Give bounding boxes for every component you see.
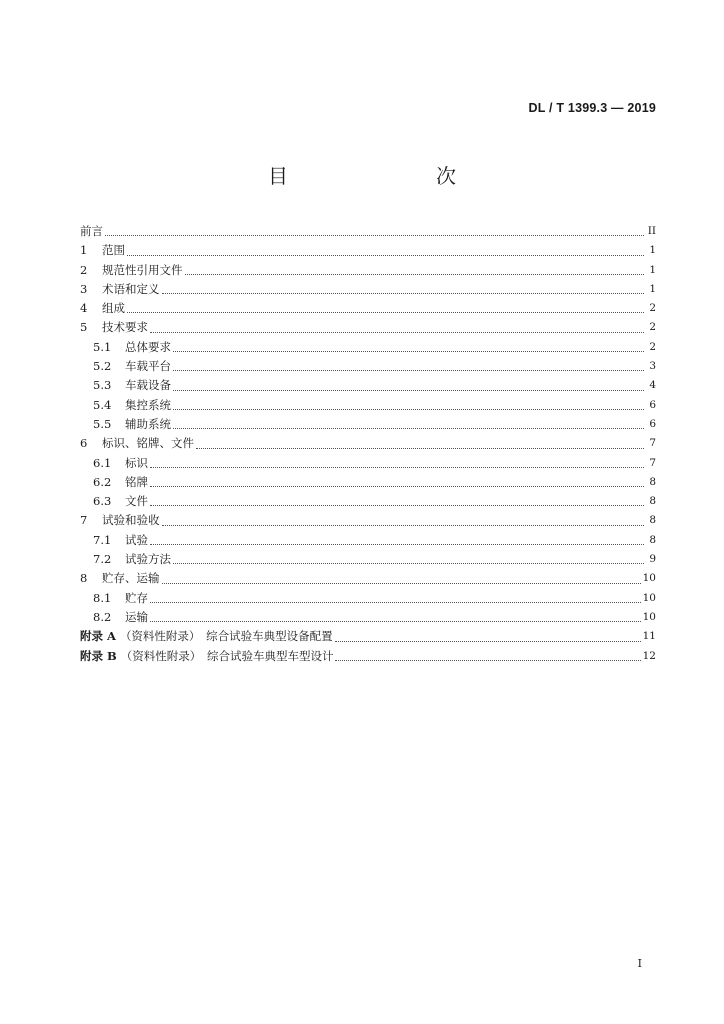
toc-entry-label: 运输 [125, 609, 148, 624]
toc-entry-number: 5.2 [93, 359, 112, 374]
toc-entry-number: 4 [80, 301, 88, 316]
standard-code: DL / T 1399.3 — 2019 [528, 101, 656, 115]
toc-leader-dots [196, 447, 644, 449]
toc-entry[interactable] [80, 531, 656, 550]
toc-entry-page: 8 [649, 514, 656, 527]
toc-leader-dots [150, 485, 644, 487]
toc-entry-number: 1 [80, 243, 88, 258]
toc-entry-label: 术语和定义 [102, 281, 160, 296]
toc-leader-dots [173, 389, 644, 391]
toc-entry-page: 1 [649, 263, 656, 276]
toc-entry-page: 8 [649, 475, 656, 488]
toc-entry[interactable] [80, 318, 656, 337]
toc-leader-dots [162, 524, 645, 526]
toc-entry-page: 10 [642, 572, 656, 585]
toc-entry[interactable] [80, 415, 656, 434]
toc-entry-label: 集控系统 [125, 397, 171, 412]
toc-entry-page: 1 [649, 244, 656, 257]
toc-entry-number: 7.1 [93, 532, 112, 547]
toc-entry-number: 附录 B [80, 648, 117, 663]
toc-entry-label: 铭牌 [125, 474, 148, 489]
toc-entry-number: 6.2 [93, 474, 112, 489]
toc-entry-label: 试验和验收 [102, 513, 160, 528]
toc-entry-page: 7 [649, 437, 656, 450]
toc-entry-label: （资料性附录） 综合试验车典型车型设计 [120, 648, 334, 663]
toc-entry[interactable] [80, 299, 656, 318]
toc-entry-label: 贮存、运输 [102, 571, 160, 586]
toc-entry-label: 辅助系统 [125, 416, 171, 431]
toc-leader-dots [335, 659, 640, 661]
toc-entry-number: 6 [80, 436, 88, 451]
toc-leader-dots [173, 427, 644, 429]
toc-leader-dots [150, 331, 644, 333]
toc-entry-page: 4 [649, 379, 656, 392]
toc-entry-page: 10 [642, 610, 656, 623]
toc-entry-label: 标识 [125, 455, 148, 470]
toc-entry-label: 总体要求 [125, 339, 171, 354]
toc-leader-dots [162, 582, 641, 584]
toc-entry[interactable] [80, 550, 656, 569]
toc-entry-page: 2 [649, 340, 656, 353]
toc-entry[interactable] [80, 222, 656, 241]
toc-leader-dots [185, 273, 645, 275]
toc-leader-dots [150, 504, 644, 506]
toc-entry[interactable] [80, 473, 656, 492]
toc-entry[interactable] [80, 608, 656, 627]
toc-entry-label: 前言 [80, 224, 103, 238]
toc-entry-label: 技术要求 [102, 320, 148, 335]
toc-leader-dots [162, 292, 645, 294]
toc-entry-page: II [647, 225, 656, 237]
toc-leader-dots [173, 408, 644, 410]
toc-entry[interactable] [80, 569, 656, 588]
toc-entry-number: 6.1 [93, 455, 112, 470]
toc-entry-label: 试验方法 [125, 552, 171, 567]
toc-entry-number: 3 [80, 281, 88, 296]
toc-entry[interactable] [80, 280, 656, 299]
toc-entry[interactable] [80, 338, 656, 357]
toc-entry[interactable] [80, 434, 656, 453]
toc-entry[interactable] [80, 454, 656, 473]
toc-entry-page: 8 [649, 533, 656, 546]
toc-entry-label: 文件 [125, 494, 148, 509]
toc-entry-number: 5.1 [93, 339, 112, 354]
toc-leader-dots [173, 369, 644, 371]
toc-entry-label: 车载设备 [125, 378, 171, 393]
toc-entry-page: 3 [649, 360, 656, 373]
toc-entry[interactable] [80, 357, 656, 376]
toc-entry[interactable] [80, 492, 656, 511]
toc-leader-dots [105, 234, 644, 236]
toc-entry-page: 9 [649, 553, 656, 566]
toc-entry-label: 试验 [125, 532, 148, 547]
toc-entry-page: 7 [649, 456, 656, 469]
table-of-contents [80, 222, 656, 666]
toc-entry-number: 5.3 [93, 378, 112, 393]
page-number: I [637, 957, 642, 970]
toc-leader-dots [127, 254, 644, 256]
toc-entry-number: 8 [80, 571, 88, 586]
toc-entry-number: 8.1 [93, 590, 112, 605]
toc-entry-page: 6 [649, 398, 656, 411]
toc-entry-number: 8.2 [93, 609, 112, 624]
toc-entry-label: 组成 [102, 301, 125, 316]
toc-entry-page: 8 [649, 495, 656, 508]
toc-entry-label: 标识、铭牌、文件 [102, 436, 194, 451]
toc-leader-dots [173, 350, 644, 352]
toc-leader-dots [150, 620, 641, 622]
toc-entry-number: 附录 A [80, 629, 116, 644]
toc-entry[interactable] [80, 376, 656, 395]
toc-entry[interactable] [80, 511, 656, 530]
toc-entry-page: 1 [649, 282, 656, 295]
toc-entry[interactable] [80, 241, 656, 260]
toc-entry-number: 7 [80, 513, 88, 528]
toc-entry[interactable] [80, 589, 656, 608]
toc-entry-number: 5.4 [93, 397, 112, 412]
toc-entry-page: 6 [649, 417, 656, 430]
toc-entry-page: 2 [649, 302, 656, 315]
toc-entry-label: （资料性附录） 综合试验车典型设备配置 [119, 629, 333, 644]
toc-entry[interactable] [80, 647, 656, 666]
toc-entry-page: 12 [642, 649, 656, 662]
toc-entry-number: 5.5 [93, 416, 112, 431]
toc-entry-number: 5 [80, 320, 88, 335]
toc-leader-dots [150, 466, 644, 468]
toc-leader-dots [150, 543, 644, 545]
toc-entry[interactable] [80, 627, 656, 646]
toc-entry-label: 范围 [102, 243, 125, 258]
toc-leader-dots [127, 311, 644, 313]
toc-entry[interactable] [80, 261, 656, 280]
toc-entry-label: 贮存 [125, 590, 148, 605]
toc-leader-dots [150, 601, 641, 603]
toc-entry-page: 2 [649, 321, 656, 334]
toc-entry-number: 6.3 [93, 494, 112, 509]
page-title: 目 次 [268, 164, 492, 188]
toc-entry-label: 规范性引用文件 [102, 262, 183, 277]
toc-entry-number: 7.2 [93, 552, 112, 567]
toc-entry-page: 11 [642, 630, 656, 643]
toc-leader-dots [173, 562, 644, 564]
toc-entry-page: 10 [642, 591, 656, 604]
toc-entry-number: 2 [80, 262, 88, 277]
toc-entry-label: 车载平台 [125, 359, 171, 374]
toc-leader-dots [335, 640, 641, 642]
toc-entry[interactable] [80, 396, 656, 415]
